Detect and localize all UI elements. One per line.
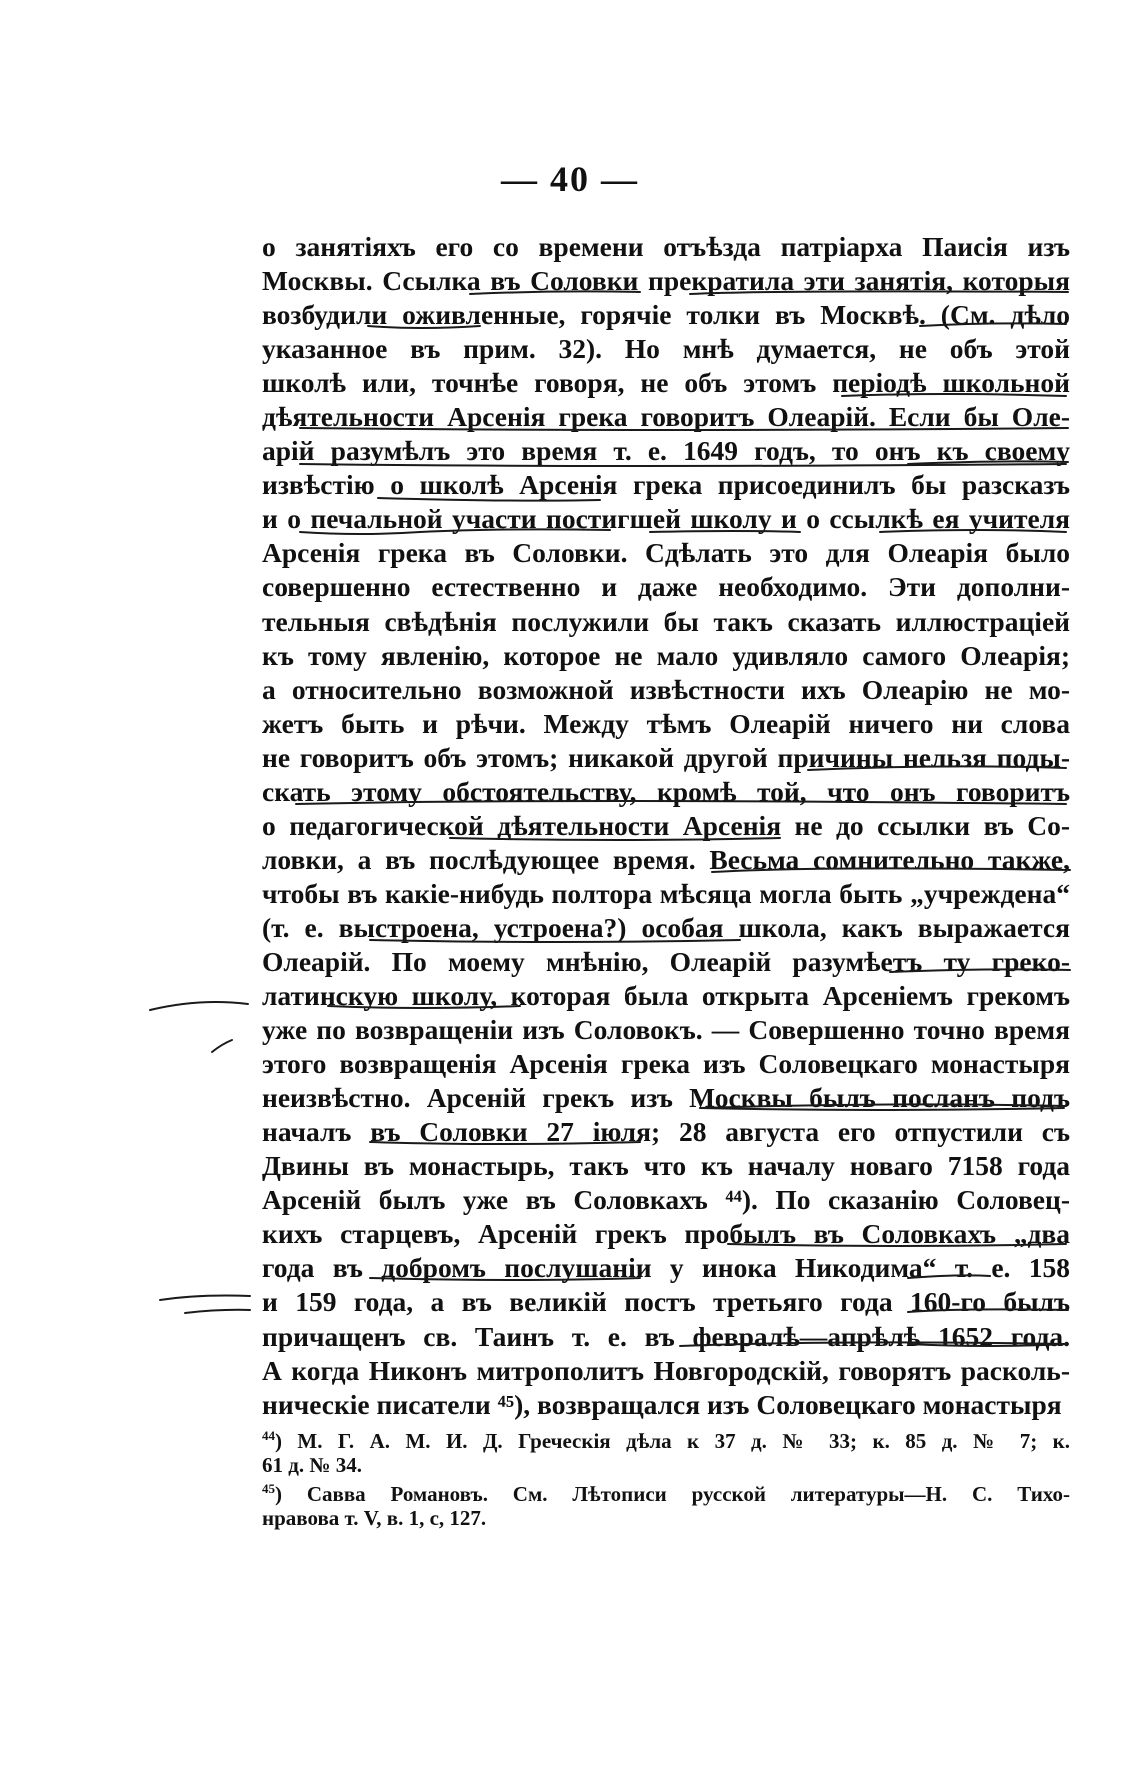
text-line: Олеарій. По моему мнѣнію, Олеарій разумѣетъ ту греко- [262, 945, 1070, 977]
text-line: этого возвращенія Арсенія грека изъ Соловецкаго монастыря [262, 1048, 1070, 1080]
margin-mark [160, 1296, 250, 1301]
text-line: тельныя свѣдѣнія послужили бы такъ сказать иллюстраціей [262, 605, 1070, 637]
text-line: А когда Никонъ митрополитъ Новгородскій, говорятъ расколь- [262, 1354, 1070, 1386]
text-line: Москвы. Ссылка въ Соловки прекратила эти занятія, которыя [262, 265, 1070, 297]
text-line: кихъ старцевъ, Арсеній грекъ пробылъ въ Соловкахъ „два [262, 1218, 1070, 1250]
footnote-line [262, 1424, 1070, 1453]
text-line: указанное въ прим. 32). Но мнѣ думается, не объ этой [262, 333, 1070, 365]
text-line: не говоритъ объ этомъ; никакой другой причины нельзя поды- [262, 741, 1070, 773]
footnote-ref: 44 [262, 1428, 275, 1443]
text-line: ловки, а въ послѣдующее время. Весьма сомнительно также, [262, 843, 1070, 875]
text-line: школѣ или, точнѣе говоря, не объ этомъ періодѣ школьной [262, 367, 1070, 399]
text-line: латинскую школу, которая была открыта Арсеніемъ грекомъ [262, 980, 1070, 1012]
text-line: возбудили оживленные, горячіе толки въ Москвѣ. (См. дѣло [262, 299, 1070, 331]
text-line: арій разумѣлъ это время т. е. 1649 годъ, то онъ къ своему [262, 435, 1070, 467]
text-line: о педагогической дѣятельности Арсенія не до ссылки въ Со- [262, 809, 1070, 841]
text-line: началъ въ Соловки 27 іюля; 28 августа его отпустили съ [262, 1116, 1070, 1148]
text-line: и 159 года, а въ великій постъ третьяго года 160-го былъ [262, 1286, 1070, 1318]
margin-mark [150, 1002, 248, 1010]
footnote-line: 61 д. № 34. [262, 1453, 362, 1477]
text-line: Арсенія грека въ Соловки. Сдѣлать это для Олеарія было [262, 537, 1070, 569]
footnote-text: ) М. Г. А. М. И. Д. Греческія дѣла к 37 д. № 33; к. 85 д. № 7; к. [275, 1429, 1070, 1453]
footnotes [262, 1424, 1070, 1530]
text-line: (т. е. выстроена, устроена?) особая школа, какъ выражается [262, 911, 1070, 943]
footnote [262, 1424, 1070, 1477]
text-line: неизвѣстно. Арсеній грекъ изъ Москвы былъ посланъ подъ [262, 1082, 1070, 1114]
text-line: а относительно возможной извѣстности ихъ Олеарію не мо- [262, 673, 1070, 705]
footnote-line [262, 1477, 1070, 1506]
footnote-line: нравова т. V, в. 1, с, 127. [262, 1506, 487, 1530]
text-line: о занятіяхъ его со времени отъѣзда патріарха Паисія изъ [262, 231, 1070, 262]
text-line: извѣстію о школѣ Арсенія грека присоединилъ бы разсказъ [262, 469, 1070, 501]
main-text [262, 230, 1070, 1422]
text-line: уже по возвращеніи изъ Соловокъ. — Совершенно точно время [262, 1014, 1070, 1046]
text-line: дѣятельности Арсенія грека говоритъ Олеарій. Если бы Оле- [262, 401, 1070, 433]
text-line: ническіе писатели ⁴⁵), возвращался изъ Соловецкаго монастыря [262, 1388, 1062, 1420]
footnote [262, 1477, 1070, 1530]
footnote-text: ) Савва Романовъ. См. Лѣтописи русской литературы—Н. С. Тихо- [275, 1482, 1070, 1506]
text-line: къ тому явленію, которое не мало удивляло самого Олеарія; [262, 639, 1070, 671]
text-line: и о печальной участи постигшей школу и о ссылкѣ ея учителя [262, 503, 1070, 535]
footnote-ref: 45 [262, 1481, 275, 1496]
text-line: года въ добромъ послушаніи у инока Никодима“ т. е. 158 [262, 1252, 1070, 1284]
page-number: — 40 — [501, 159, 639, 199]
text-line: причащенъ св. Таинъ т. е. въ февралѣ—апрѣлѣ 1652 года. [262, 1320, 1070, 1352]
text-line: Двины въ монастырь, такъ что къ началу новаго 7158 года [262, 1150, 1070, 1182]
text-line: Арсеній былъ уже въ Соловкахъ ⁴⁴). По сказанію Соловец- [262, 1184, 1070, 1216]
margin-mark [185, 1310, 250, 1313]
text-line: жетъ быть и рѣчи. Между тѣмъ Олеарій ничего ни слова [262, 707, 1070, 739]
text-line: скать этому обстоятельству, кромѣ той, что онъ говоритъ [262, 775, 1070, 807]
text-line: совершенно естественно и даже необходимо. Эти дополни- [262, 571, 1070, 603]
margin-mark [212, 1040, 232, 1052]
text-line: чтобы въ какіе-нибудь полтора мѣсяца могла быть „учреждена“ [262, 877, 1070, 909]
